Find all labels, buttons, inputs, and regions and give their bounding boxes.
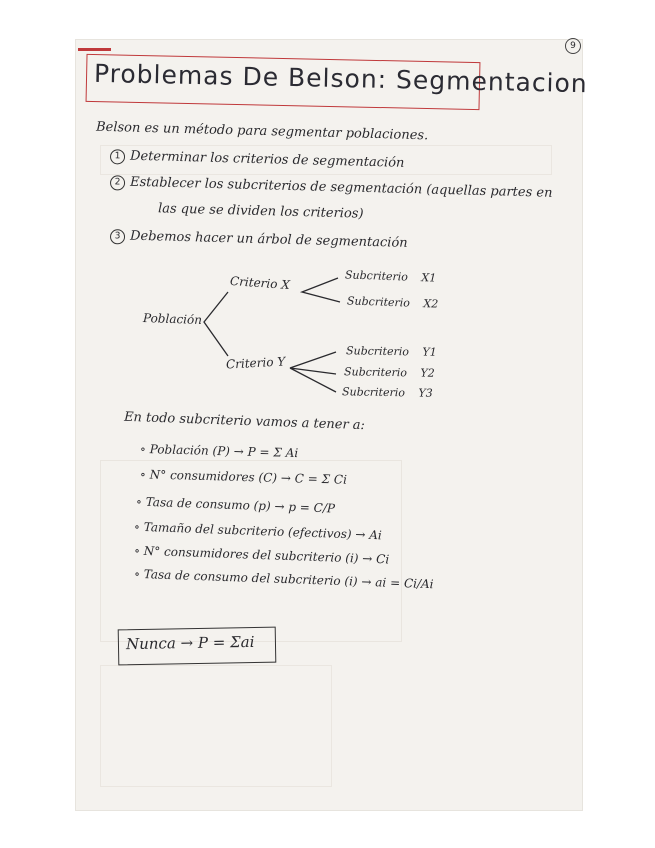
step-3-number: 3 — [110, 229, 125, 244]
tree-criterio-x: Criterio X — [229, 273, 291, 293]
tree-sub-y1-code: Y1 — [422, 345, 437, 359]
bullet-tamano-text: Tamaño del subcriterio (efectivos) → Ai — [143, 520, 382, 543]
step-3-text: Debemos hacer un árbol de segmentación — [129, 228, 408, 251]
bullet-dot: ∘ — [139, 467, 150, 482]
tree-sub-y3-name: Subcriterio — [341, 385, 406, 400]
bullet-tasa-consumo-text: Tasa de consumo (p) → p = C/P — [145, 494, 336, 516]
step-1-number: 1 — [110, 149, 125, 164]
tree-sub-x1-code: X1 — [421, 271, 437, 285]
bullet-dot: ∘ — [135, 494, 147, 509]
page-title: Problemas De Belson: Segmentacion — [93, 58, 588, 99]
step-2-continued: las que se dividen los criterios) — [157, 201, 364, 222]
tree-criterio-y: Criterio Y — [225, 354, 286, 372]
step-2-number: 2 — [110, 175, 125, 190]
tree-sub-y3-code: Y3 — [418, 386, 433, 400]
tree-sub-y1-name: Subcriterio — [345, 344, 410, 359]
bullet-poblacion-text: Población (P) → P = Σ Ai — [149, 442, 299, 461]
bullet-tasa-sub-text: Tasa de consumo del subcriterio (i) → ai = Ci/Ai — [143, 567, 434, 592]
tree-sub-x2-code: X2 — [423, 297, 439, 311]
bullet-consumidores-text: N° consumidores (C) → C = Σ Ci — [149, 467, 348, 487]
tree-sub-y1 — [346, 344, 437, 359]
bullet-dot: ∘ — [139, 441, 150, 457]
bullet-dot: ∘ — [133, 543, 145, 558]
tree-sub-y2-name: Subcriterio — [343, 365, 408, 380]
tree-sub-y2 — [344, 365, 435, 380]
nunca-note: Nunca → P = Σai — [125, 632, 255, 654]
root-branch — [204, 292, 228, 356]
bullet-dot: ∘ — [133, 519, 145, 535]
bullet-consumidores-sub-text: N° consumidores del subcriterio (i) → Ci — [143, 543, 390, 567]
subcriterio-heading: En todo subcriterio vamos a tener a: — [123, 409, 366, 434]
page-number: 9 — [565, 38, 581, 54]
tree-root: Población — [142, 310, 203, 328]
criterio-x-branch — [302, 278, 340, 302]
tree-sub-x1-name: Subcriterio — [344, 268, 409, 284]
intro-text: Belson es un método para segmentar poblaciones. — [95, 119, 429, 144]
tree-sub-y2-code: Y2 — [420, 366, 435, 380]
tree-sub-x2-name: Subcriterio — [346, 294, 411, 310]
bullet-dot: ∘ — [133, 566, 145, 582]
step-1-text: Determinar los criterios de segmentación — [129, 148, 405, 171]
step-2-text: Establecer los subcriterios de segmentación (aquellas partes en — [129, 174, 553, 201]
tree-sub-y3 — [342, 385, 433, 400]
criterio-y-branch — [290, 352, 336, 392]
